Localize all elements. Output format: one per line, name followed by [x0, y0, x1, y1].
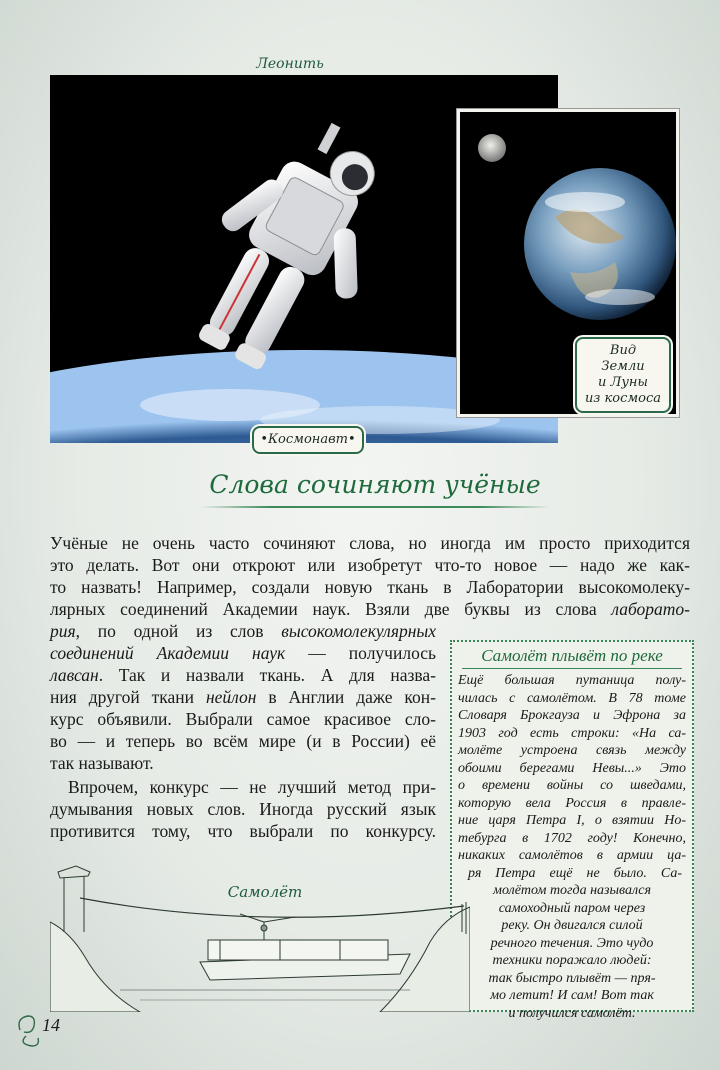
earth-caption-line: Вид: [609, 343, 637, 358]
article-title: Слова сочиняют учёные: [209, 470, 541, 499]
sidebar-line: ря Петра ещё не было. Са-: [468, 865, 682, 881]
sidebar-line: обоими берегами Невы...» Это: [458, 760, 686, 776]
body-line: во — и теперь во всём мире (и в России) её: [50, 731, 436, 751]
sidebar-line: Словаря Брокгауза и Эфрона за: [458, 708, 686, 723]
sidebar-line: речного течения. Это чудо: [490, 935, 654, 951]
earth-caption-line: Земли: [601, 359, 645, 374]
body-line: думывания новых слов. Иногда русский язык: [50, 799, 436, 819]
earth-caption-line: и Луны: [597, 375, 649, 390]
sidebar-title: Самолёт плывёт по реке: [481, 646, 663, 665]
sidebar-divider: [462, 668, 682, 669]
sidebar-line: тебурга в 1702 году! Конечно,: [458, 830, 686, 846]
body-line: ния другой ткани нейлон в Англии даже кон-: [50, 687, 436, 707]
sidebar-line: мо летит! И сам! Вот так: [490, 988, 654, 1003]
sidebar-line: чилась с самолётом. В 78 томе: [458, 690, 686, 706]
body-line: это делать. Вот они откроют или изобретут что-то новое — надо же как-: [50, 555, 690, 575]
photo-label-leonit: Леонить: [256, 56, 324, 72]
body-line: курс объявили. Выбрали самое красивое сло-: [50, 709, 436, 729]
sidebar-line: ние царя Петра I, о взятии Но-: [458, 813, 686, 828]
title-underline: [200, 506, 550, 508]
sidebar-line: никаких самолётов в армии ца-: [458, 848, 686, 863]
sidebar-line: самоходный паром через: [498, 900, 646, 916]
caption-bullet-icon: •: [260, 432, 268, 447]
sidebar-line: Ещё большая путаница полу-: [458, 673, 686, 688]
cosmonaut-photo-caption: [252, 426, 364, 454]
sidebar-line: 1903 год есть строки: «На са-: [458, 725, 686, 741]
sidebar-line: молёте устроена связь между: [458, 743, 686, 758]
body-line: соединений Академии наук — получилось: [50, 643, 437, 663]
sidebar-line: реку. Он двигался силой: [501, 918, 643, 933]
caption-bullet-icon: •: [347, 432, 356, 447]
earth-photo-caption: [575, 337, 671, 413]
page-number: 14: [42, 1015, 60, 1035]
body-line: рия, по одной из слов высокомолекулярных: [50, 621, 436, 641]
body-line: так называют.: [50, 753, 154, 773]
sidebar-line: так быстро плывёт — пря-: [488, 970, 656, 986]
body-line: лавсан. Так и назвали ткань. А для назва-: [50, 665, 436, 685]
sidebar-line: о времени войны со шведами,: [458, 778, 686, 793]
illustration-label: Самолёт: [227, 883, 303, 901]
body-line: Впрочем, конкурс — не лучший метод при-: [68, 777, 436, 797]
sidebar-line: и получился самолёт.: [508, 1005, 636, 1021]
body-line: лярных соединений Академии наук. Взяли две буквы из слова лаборато-: [50, 599, 690, 619]
sidebar-line: которую вела Россия в правле-: [458, 795, 686, 811]
sidebar-line: молётом тогда назывался: [493, 883, 651, 898]
body-line: противится тому, что выбрали по конкурсу.: [50, 821, 436, 841]
body-line: то назвать! Например, создали новую ткань в Лаборатории высокомолеку-: [50, 577, 690, 597]
caption-text: Космонавт: [268, 432, 348, 447]
body-line: Учёные не очень часто сочиняют слова, но иногда им просто приходится: [50, 533, 690, 553]
earth-caption-line: из космоса: [584, 391, 662, 406]
sidebar-line: техники поражало людей:: [492, 953, 652, 968]
